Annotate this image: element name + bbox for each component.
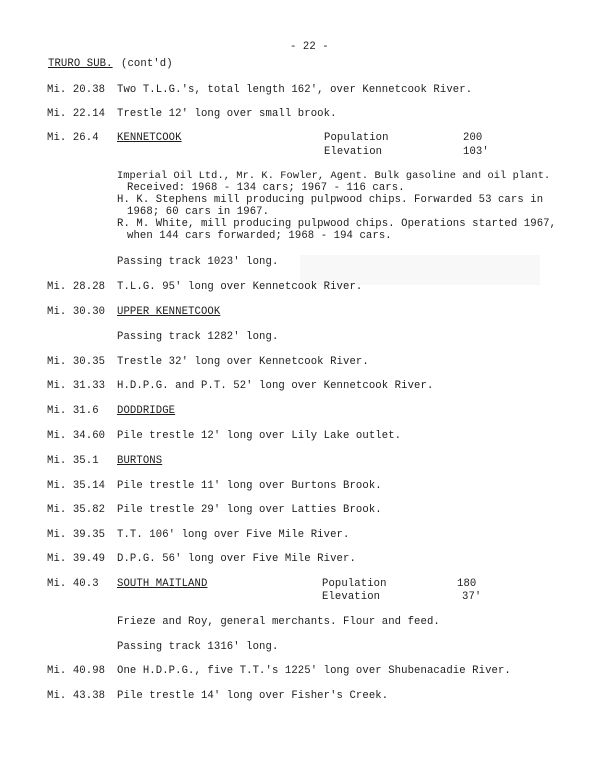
entry-text: One H.D.P.G., five T.T.'s 1225' long over Shubenacadie River. [117, 665, 511, 677]
mile-marker: Mi. 35.82 [47, 504, 106, 516]
station-name: BURTONS [117, 455, 163, 467]
entry-text: T.L.G. 95' long over Kennetcook River. [117, 281, 363, 293]
population-label: Population [324, 132, 389, 144]
mile-marker: Mi. 39.49 [47, 553, 106, 565]
mile-marker: Mi. 26.4 [47, 132, 99, 144]
station-detail: when 144 cars forwarded; 1968 - 194 cars. [127, 230, 392, 242]
station-detail: R. M. White, mill producing pulpwood chips. Operations started 1967, [117, 218, 557, 230]
mile-marker: Mi. 35.14 [47, 480, 106, 492]
elevation-label: Elevation [322, 591, 381, 603]
mile-marker: Mi. 30.30 [47, 306, 106, 318]
entry-text: Pile trestle 11' long over Burtons Brook. [117, 480, 382, 492]
station-name: KENNETCOOK [117, 132, 182, 144]
entry-text: Pile trestle 29' long over Latties Brook. [117, 504, 382, 516]
mile-marker: Mi. 40.98 [47, 665, 106, 677]
entry-text: T.T. 106' long over Five Mile River. [117, 529, 350, 541]
station-detail: Received: 1968 - 134 cars; 1967 - 116 cars. [127, 182, 405, 194]
section-suffix: (cont'd) [121, 58, 173, 70]
mile-marker: Mi. 40.3 [47, 578, 99, 590]
mile-marker: Mi. 35.1 [47, 455, 99, 467]
entry-text: Two T.L.G.'s, total length 162', over Kennetcook River. [117, 84, 473, 96]
station-detail: Passing track 1282' long. [117, 331, 279, 343]
station-name: DODDRIDGE [117, 405, 176, 417]
mile-marker: Mi. 28.28 [47, 281, 106, 293]
population-value: 180 [457, 578, 477, 590]
station-detail: Frieze and Roy, general merchants. Flour and feed. [117, 616, 440, 628]
entry-text: Trestle 32' long over Kennetcook River. [117, 356, 369, 368]
mile-marker: Mi. 31.6 [47, 405, 99, 417]
entry-text: Pile trestle 14' long over Fisher's Creek. [117, 690, 389, 702]
station-detail: H. K. Stephens mill producing pulpwood chips. Forwarded 53 cars in [117, 194, 544, 206]
population-value: 200 [463, 132, 483, 144]
elevation-label: Elevation [324, 146, 383, 158]
station-detail: Imperial Oil Ltd., Mr. K. Fowler, Agent. Bulk gasoline and oil plant. [117, 170, 551, 182]
elevation-value: 37' [462, 591, 482, 603]
mile-marker: Mi. 34.60 [47, 430, 106, 442]
station-name: UPPER KENNETCOOK [117, 306, 221, 318]
entry-text: D.P.G. 56' long over Five Mile River. [117, 553, 356, 565]
mile-marker: Mi. 31.33 [47, 380, 106, 392]
station-detail: Passing track 1023' long. [117, 256, 279, 268]
mile-marker: Mi. 39.35 [47, 529, 106, 541]
mile-marker: Mi. 22.14 [47, 108, 106, 120]
elevation-value: 103' [463, 146, 489, 158]
mile-marker: Mi. 20.38 [47, 84, 106, 96]
mile-marker: Mi. 30.35 [47, 356, 106, 368]
mile-marker: Mi. 43.38 [47, 690, 106, 702]
section-title: TRURO SUB. [48, 58, 113, 70]
station-detail: 1968; 60 cars in 1967. [127, 206, 270, 218]
station-detail: Passing track 1316' long. [117, 641, 279, 653]
page-number: - 22 - [290, 41, 329, 53]
entry-text: Pile trestle 12' long over Lily Lake outlet. [117, 430, 402, 442]
population-label: Population [322, 578, 387, 590]
entry-text: H.D.P.G. and P.T. 52' long over Kennetcook River. [117, 380, 434, 392]
station-name: SOUTH MAITLAND [117, 578, 208, 590]
entry-text: Trestle 12' long over small brook. [117, 108, 337, 120]
